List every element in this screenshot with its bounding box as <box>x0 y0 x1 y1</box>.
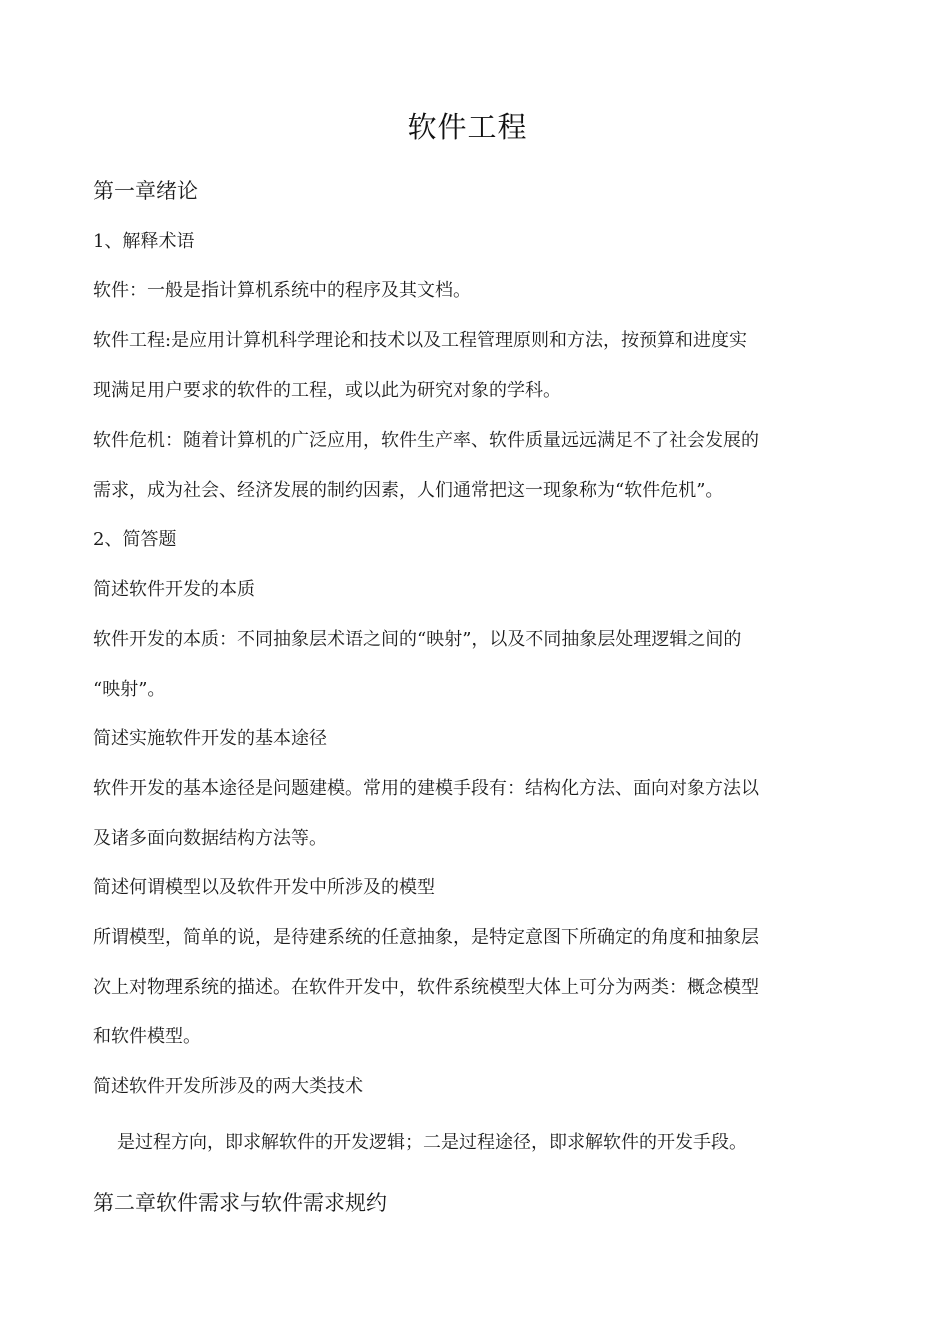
chapter-heading-2: 第二章软件需求与软件需求规约 <box>93 1191 387 1215</box>
paragraph-line: 软件危机：随着计算机的广泛应用，软件生产率、软件质量远远满足不了社会发展的 <box>93 430 759 451</box>
paragraph-line: 次上对物理系统的描述。在软件开发中，软件系统模型大体上可分为两类：概念模型 <box>93 977 759 998</box>
document-title: 软件工程 <box>407 110 528 144</box>
paragraph-line: 所谓模型，简单的说，是待建系统的任意抽象，是特定意图下所确定的角度和抽象层 <box>93 927 759 948</box>
paragraph-line: “映射”。 <box>93 679 166 700</box>
question-heading: 简述软件开发所涉及的两大类技术 <box>93 1076 363 1097</box>
question-heading: 简述软件开发的本质 <box>93 579 255 600</box>
paragraph-line: 是过程方向，即求解软件的开发逻辑；二是过程途径，即求解软件的开发手段。 <box>117 1132 747 1153</box>
question-heading: 简述实施软件开发的基本途径 <box>93 728 327 749</box>
paragraph-line: 现满足用户要求的软件的工程，或以此为研究对象的学科。 <box>93 380 561 401</box>
section-heading-qa: 2、简答题 <box>93 529 177 550</box>
paragraph-line: 软件：一般是指计算机系统中的程序及其文档。 <box>93 280 471 301</box>
chapter-heading-1: 第一章绪论 <box>93 179 198 203</box>
paragraph-line: 软件开发的基本途径是问题建模。常用的建模手段有：结构化方法、面向对象方法以 <box>93 778 759 799</box>
question-heading: 简述何谓模型以及软件开发中所涉及的模型 <box>93 877 435 898</box>
section-heading-terms: 1、解释术语 <box>93 231 195 252</box>
paragraph-line: 软件开发的本质：不同抽象层术语之间的“映射”，以及不同抽象层处理逻辑之间的 <box>93 629 742 650</box>
paragraph-line: 需求，成为社会、经济发展的制约因素，人们通常把这一现象称为“软件危机”。 <box>93 480 724 501</box>
paragraph-line: 软件工程:是应用计算机科学理论和技术以及工程管理原则和方法，按预算和进度实 <box>93 330 748 351</box>
paragraph-line: 及诸多面向数据结构方法等。 <box>93 828 327 849</box>
paragraph-line: 和软件模型。 <box>93 1026 201 1047</box>
